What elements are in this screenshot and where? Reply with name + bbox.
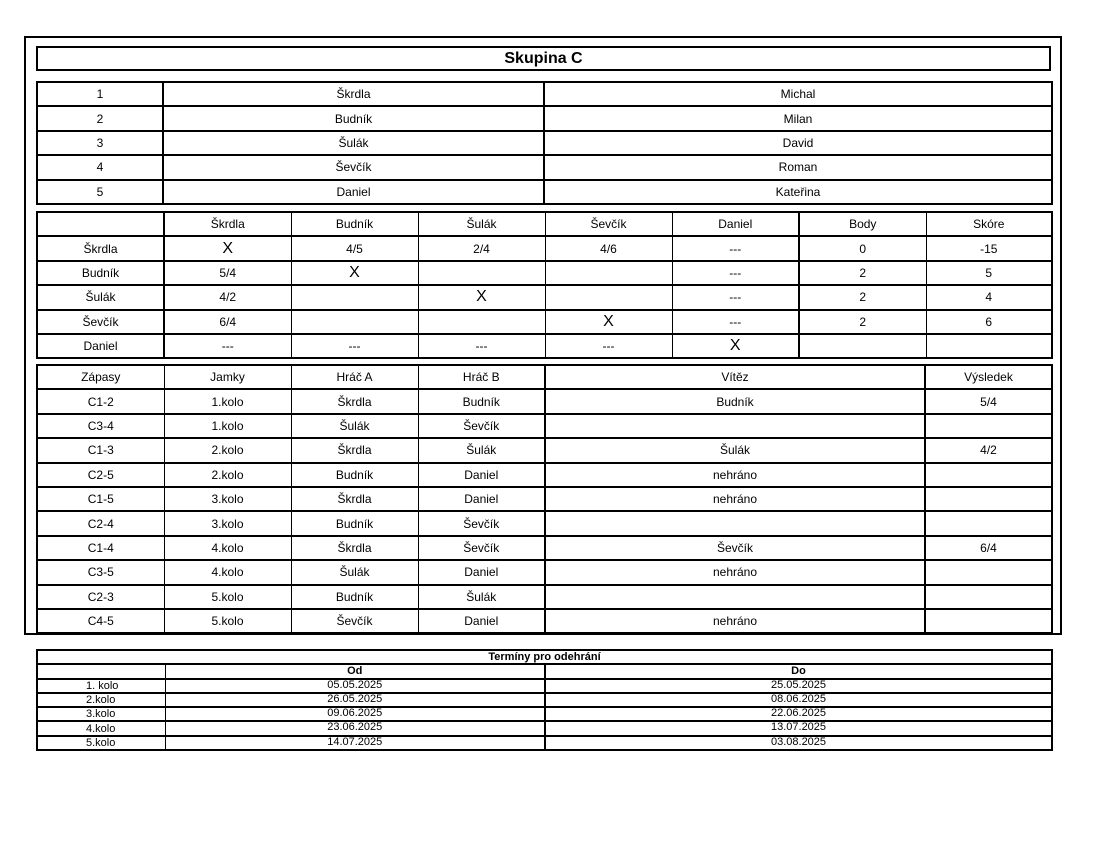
matrix-cell: --- xyxy=(672,236,799,260)
matrix-cell: 6 xyxy=(926,310,1052,334)
player-row xyxy=(37,131,1052,155)
matches-header-cell: Hráč B xyxy=(418,365,545,389)
schedule-row xyxy=(37,679,1052,693)
matrix-row xyxy=(37,310,1052,334)
match-row xyxy=(37,536,1052,560)
player-b: Daniel xyxy=(418,487,545,511)
player-surname: Škrdla xyxy=(163,82,544,106)
matrix-header-cell: Skóre xyxy=(926,212,1052,236)
schedule-corner xyxy=(37,664,165,678)
player-a: Ševčík xyxy=(291,609,418,633)
player-first-name: Roman xyxy=(544,155,1052,179)
matches-header-cell: Vítěz xyxy=(545,365,925,389)
match-round: 4.kolo xyxy=(164,560,291,584)
schedule-from-date: 05.05.2025 xyxy=(165,679,545,693)
match-winner: nehráno xyxy=(545,487,925,511)
matrix-cell: --- xyxy=(164,334,291,358)
matrix-cell: --- xyxy=(545,334,672,358)
matches-table xyxy=(36,364,1053,634)
match-code: C1-5 xyxy=(37,487,164,511)
match-code: C3-4 xyxy=(37,414,164,438)
match-result xyxy=(925,511,1052,535)
match-winner: nehráno xyxy=(545,463,925,487)
schedule-from-date: 26.05.2025 xyxy=(165,693,545,707)
results-matrix xyxy=(36,211,1053,359)
player-number: 4 xyxy=(37,155,163,179)
match-row xyxy=(37,463,1052,487)
group-title: Skupina C xyxy=(36,46,1051,71)
matrix-row xyxy=(37,236,1052,260)
schedule-round: 5.kolo xyxy=(37,736,165,750)
player-row xyxy=(37,106,1052,130)
matches-header-row xyxy=(37,365,1052,389)
schedule-from-date: 14.07.2025 xyxy=(165,736,545,750)
matrix-header-cell: Budník xyxy=(291,212,418,236)
matrix-cell: X xyxy=(672,334,799,358)
match-result xyxy=(925,560,1052,584)
match-result: 6/4 xyxy=(925,536,1052,560)
matrix-header-cell xyxy=(37,212,164,236)
matrix-header-cell: Daniel xyxy=(672,212,799,236)
matrix-header-cell: Škrdla xyxy=(164,212,291,236)
schedule-row xyxy=(37,721,1052,735)
player-row xyxy=(37,82,1052,106)
match-code: C1-3 xyxy=(37,438,164,462)
match-round: 5.kolo xyxy=(164,609,291,633)
matrix-row-label: Škrdla xyxy=(37,236,164,260)
player-number: 1 xyxy=(37,82,163,106)
matrix-row xyxy=(37,334,1052,358)
player-a: Škrdla xyxy=(291,536,418,560)
matrix-cell: 4 xyxy=(926,285,1052,309)
matrix-row xyxy=(37,285,1052,309)
player-number: 5 xyxy=(37,180,163,204)
player-number: 2 xyxy=(37,106,163,130)
matrix-cell: X xyxy=(291,261,418,285)
matrix-row-label: Daniel xyxy=(37,334,164,358)
schedule-table xyxy=(36,649,1053,751)
player-surname: Budník xyxy=(163,106,544,130)
player-b: Daniel xyxy=(418,560,545,584)
matrix-cell: --- xyxy=(672,261,799,285)
match-round: 2.kolo xyxy=(164,438,291,462)
match-row xyxy=(37,487,1052,511)
matrix-cell: 4/2 xyxy=(164,285,291,309)
match-round: 2.kolo xyxy=(164,463,291,487)
player-first-name: David xyxy=(544,131,1052,155)
match-row xyxy=(37,438,1052,462)
match-winner xyxy=(545,414,925,438)
player-first-name: Milan xyxy=(544,106,1052,130)
matrix-cell: 2 xyxy=(799,285,926,309)
player-b: Ševčík xyxy=(418,414,545,438)
player-b: Budník xyxy=(418,389,545,413)
matrix-cell: 2/4 xyxy=(418,236,545,260)
matrix-cell: --- xyxy=(672,310,799,334)
matrix-cell: X xyxy=(418,285,545,309)
schedule-from-header: Od xyxy=(165,664,545,678)
match-row xyxy=(37,560,1052,584)
match-result xyxy=(925,585,1052,609)
match-winner: nehráno xyxy=(545,560,925,584)
match-code: C2-3 xyxy=(37,585,164,609)
player-a: Škrdla xyxy=(291,487,418,511)
matrix-cell: 5/4 xyxy=(164,261,291,285)
matrix-row xyxy=(37,261,1052,285)
matrix-cell: --- xyxy=(291,334,418,358)
matrix-row-label: Šulák xyxy=(37,285,164,309)
matrix-cell xyxy=(545,261,672,285)
player-surname: Šulák xyxy=(163,131,544,155)
player-b: Šulák xyxy=(418,585,545,609)
player-b: Daniel xyxy=(418,463,545,487)
matches-header-cell: Hráč A xyxy=(291,365,418,389)
match-round: 3.kolo xyxy=(164,511,291,535)
schedule-to-date: 03.08.2025 xyxy=(545,736,1052,750)
schedule-title: Termíny pro odehrání xyxy=(37,650,1052,664)
match-round: 1.kolo xyxy=(164,414,291,438)
match-code: C2-4 xyxy=(37,511,164,535)
schedule-to-header: Do xyxy=(545,664,1052,678)
match-code: C4-5 xyxy=(37,609,164,633)
player-a: Budník xyxy=(291,511,418,535)
schedule-to-date: 22.06.2025 xyxy=(545,707,1052,721)
match-result xyxy=(925,609,1052,633)
matrix-cell xyxy=(926,334,1052,358)
match-code: C1-4 xyxy=(37,536,164,560)
matrix-cell: 4/5 xyxy=(291,236,418,260)
schedule-round: 3.kolo xyxy=(37,707,165,721)
player-number: 3 xyxy=(37,131,163,155)
match-code: C2-5 xyxy=(37,463,164,487)
match-winner xyxy=(545,511,925,535)
schedule-row xyxy=(37,707,1052,721)
matrix-header-cell: Body xyxy=(799,212,926,236)
matrix-cell: 6/4 xyxy=(164,310,291,334)
matrix-cell xyxy=(418,310,545,334)
player-a: Šulák xyxy=(291,414,418,438)
matrix-cell xyxy=(418,261,545,285)
matrix-cell: 5 xyxy=(926,261,1052,285)
player-row xyxy=(37,155,1052,179)
matrix-cell xyxy=(545,285,672,309)
schedule-round: 1. kolo xyxy=(37,679,165,693)
match-result: 5/4 xyxy=(925,389,1052,413)
match-result: 4/2 xyxy=(925,438,1052,462)
player-surname: Ševčík xyxy=(163,155,544,179)
match-winner: nehráno xyxy=(545,609,925,633)
schedule-round: 2.kolo xyxy=(37,693,165,707)
match-row xyxy=(37,511,1052,535)
match-code: C3-5 xyxy=(37,560,164,584)
match-result xyxy=(925,463,1052,487)
match-round: 5.kolo xyxy=(164,585,291,609)
match-result xyxy=(925,414,1052,438)
matrix-cell xyxy=(291,285,418,309)
matrix-cell: X xyxy=(164,236,291,260)
matrix-header-cell: Ševčík xyxy=(545,212,672,236)
matrix-cell: -15 xyxy=(926,236,1052,260)
schedule-to-date: 25.05.2025 xyxy=(545,679,1052,693)
match-winner xyxy=(545,585,925,609)
match-row xyxy=(37,585,1052,609)
matrix-cell: 2 xyxy=(799,310,926,334)
matches-header-cell: Výsledek xyxy=(925,365,1052,389)
matrix-header-row xyxy=(37,212,1052,236)
matrix-cell: --- xyxy=(418,334,545,358)
matrix-header-cell: Šulák xyxy=(418,212,545,236)
matrix-cell xyxy=(799,334,926,358)
match-result xyxy=(925,487,1052,511)
matrix-cell: 2 xyxy=(799,261,926,285)
players-table xyxy=(36,81,1053,205)
player-a: Budník xyxy=(291,463,418,487)
player-row xyxy=(37,180,1052,204)
match-winner: Šulák xyxy=(545,438,925,462)
match-row xyxy=(37,609,1052,633)
match-row xyxy=(37,389,1052,413)
matrix-cell: X xyxy=(545,310,672,334)
matrix-row-label: Ševčík xyxy=(37,310,164,334)
match-winner: Budník xyxy=(545,389,925,413)
matches-header-cell: Zápasy xyxy=(37,365,164,389)
player-a: Škrdla xyxy=(291,438,418,462)
matrix-cell: 4/6 xyxy=(545,236,672,260)
player-b: Šulák xyxy=(418,438,545,462)
schedule-row xyxy=(37,693,1052,707)
player-first-name: Michal xyxy=(544,82,1052,106)
matrix-cell: --- xyxy=(672,285,799,309)
match-round: 3.kolo xyxy=(164,487,291,511)
schedule-from-date: 23.06.2025 xyxy=(165,721,545,735)
player-a: Budník xyxy=(291,585,418,609)
schedule-to-date: 08.06.2025 xyxy=(545,693,1052,707)
schedule-from-date: 09.06.2025 xyxy=(165,707,545,721)
match-round: 1.kolo xyxy=(164,389,291,413)
match-code: C1-2 xyxy=(37,389,164,413)
schedule-to-date: 13.07.2025 xyxy=(545,721,1052,735)
player-a: Šulák xyxy=(291,560,418,584)
player-surname: Daniel xyxy=(163,180,544,204)
matrix-cell xyxy=(291,310,418,334)
match-winner: Ševčík xyxy=(545,536,925,560)
player-b: Ševčík xyxy=(418,511,545,535)
player-b: Ševčík xyxy=(418,536,545,560)
matrix-row-label: Budník xyxy=(37,261,164,285)
matrix-cell: 0 xyxy=(799,236,926,260)
matches-header-cell: Jamky xyxy=(164,365,291,389)
player-a: Škrdla xyxy=(291,389,418,413)
schedule-row xyxy=(37,736,1052,750)
schedule-round: 4.kolo xyxy=(37,721,165,735)
match-row xyxy=(37,414,1052,438)
match-round: 4.kolo xyxy=(164,536,291,560)
player-b: Daniel xyxy=(418,609,545,633)
player-first-name: Kateřina xyxy=(544,180,1052,204)
